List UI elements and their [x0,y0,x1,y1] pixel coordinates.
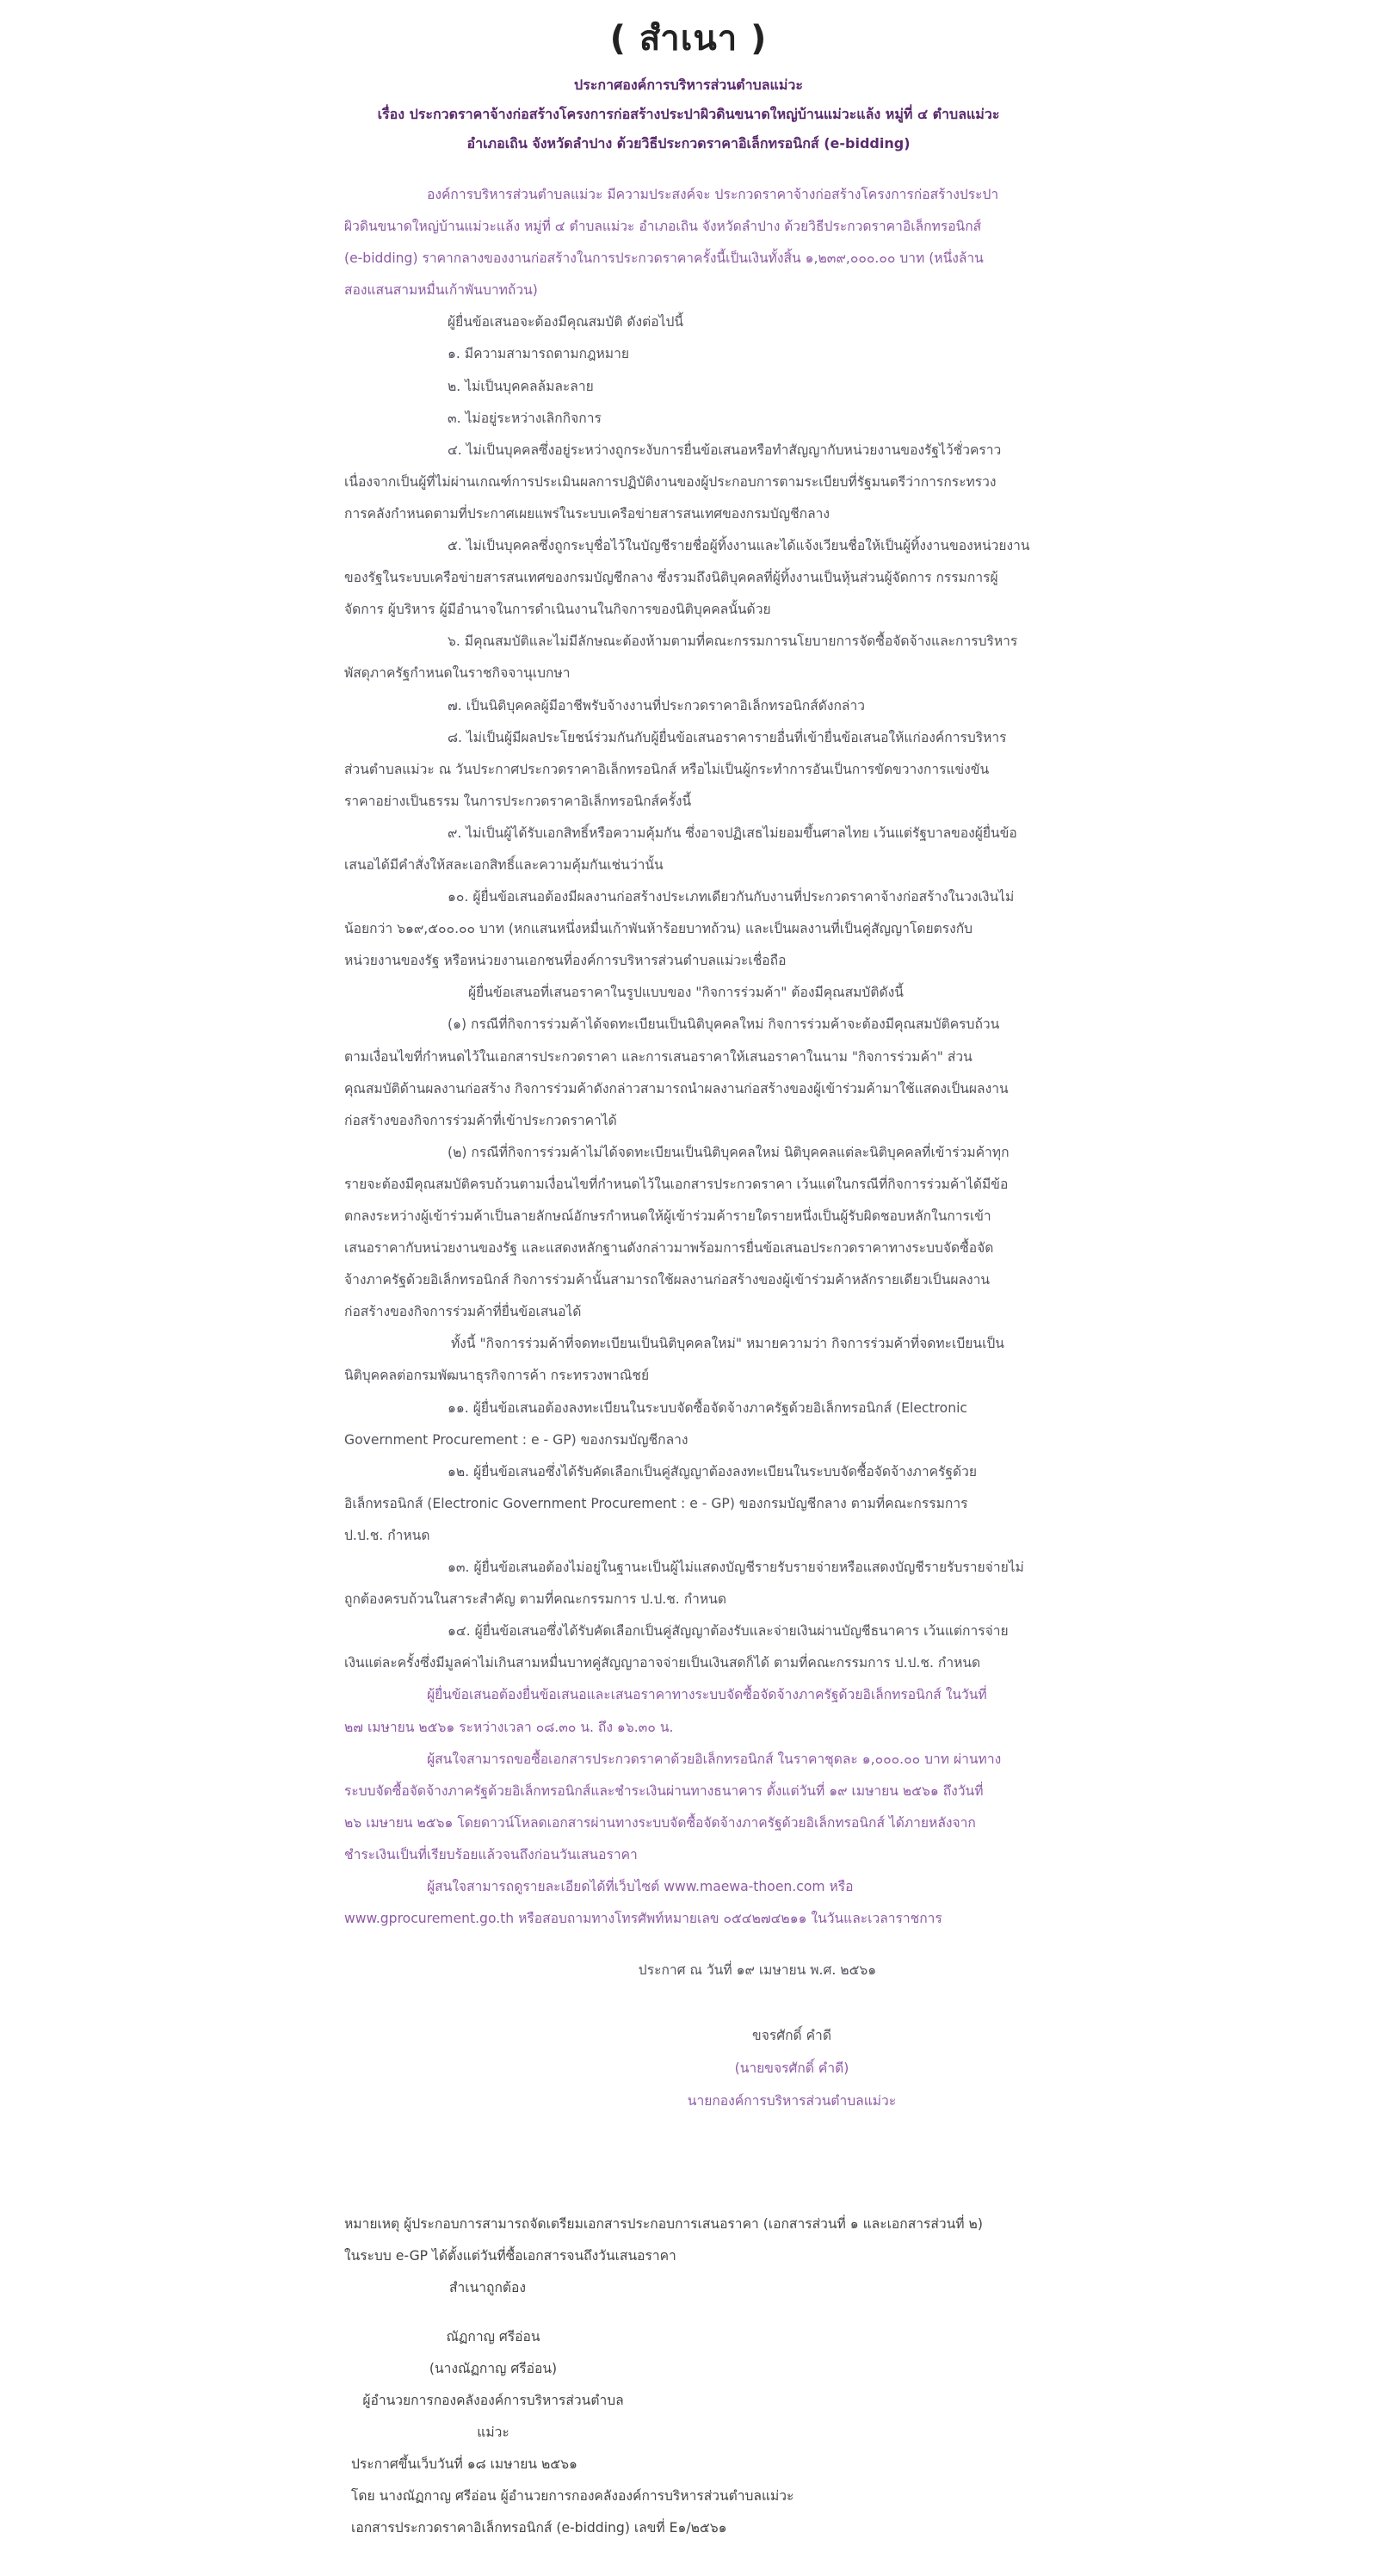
qualification-12: ๑๒. ผู้ยื่นข้อเสนอซึ่งได้รับคัดเลือกเป็นคู่สัญญาต้องลงทะเบียนในระบบจัดซื้อจัดจ้างภาครัฐด้วย อิเล็กทรอนิกส์ (Electronic Government Procurement : e - GP) ของกรมบัญชีกลาง ตามที่คณะกรรมการ ป.ป.ช. กำหนด [344,1463,978,1543]
header-line-1: ประกาศองค์การบริหารส่วนตำบลแม่วะ [574,77,803,93]
qualification-11: ๑๑. ผู้ยื่นข้อเสนอต้องลงทะเบียนในระบบจัดซื้อจัดจ้างภาครัฐด้วยอิเล็กทรอนิกส์ (Electronic Government Procurement : e - GP) ของกรมบัญชีกลาง [344,1399,968,1448]
qualification-3: ๓. ไม่อยู่ระหว่างเลิกกิจการ [448,410,602,426]
copy-title: ( สำเนา ) [609,19,768,59]
certifier-name: (นางณัฏกาญ ศรีอ่อน) [429,2361,558,2376]
joint-venture-header: ผู้ยื่นข้อเสนอที่เสนอราคาในรูปแบบของ "กิจการร่วมค้า" ต้องมีคุณสมบัติดังนี้ [468,985,904,1001]
header-line-2: เรื่อง ประกวดราคาจ้างก่อสร้างโครงการก่อสร้างประปาผิวดินขนาดใหญ่บ้านแม่วะแล้ง หมู่ที่ ๔ ตำบลแม่วะ [377,106,1000,122]
qualification-10: ๑๐. ผู้ยื่นข้อเสนอต้องมีผลงานก่อสร้างประเภทเดียวกันกับงานที่ประกวดราคาจ้างก่อสร้างในวงเงินไม่ น้อยกว่า ๖๑๙,๕๐๐.๐๐ บาท (หกแสนหนึ่งหมื่นเก้าพันห้าร้อยบาทถ้วน) และเป็นผลงานที่เป็นคู่สัญญาโดยตรงกับ หน่วยงานของรัฐ หรือหน่วยงานเอกชนที่องค์การบริหารส่วนตำบลแม่วะเชื่อถือ [344,889,1015,969]
certifier-signature: ณัฏกาญ ศรีอ่อน [446,2329,540,2344]
intro-paragraph: องค์การบริหารส่วนตำบลแม่วะ มีความประสงค์จะ ประกวดราคาจ้างก่อสร้างโครงการก่อสร้างประปา ผิวดินขนาดใหญ่บ้านแม่วะแล้ง หมู่ที่ ๔ ตำบลแม่วะ อำเภอเถิน จังหวัดลำปาง ด้วยวิธีประกวดราคาอิเล็กทรอนิกส์ (e-bidding) ราคากลางของงานก่อสร้างในการประกวดราคาครั้งนี้เป็นเงินทั้งสิ้น ๑,๒๓๙,๐๐๐.๐๐ บาท (หนึ่งล้าน สองแสนสามหมื่นเก้าพันบาทถ้วน) [344,187,999,299]
qualification-4: ๔. ไม่เป็นบุคคลซึ่งอยู่ระหว่างถูกระงับการยื่นข้อเสนอหรือทำสัญญากับหน่วยงานของรัฐไว้ชั่วคราว เนื่องจากเป็นผู้ที่ไม่ผ่านเกณฑ์การประเมินผลการปฏิบัติงานของผู้ประกอบการตามระเบียบที่รัฐมนตรีว่าการกระทรวง การคลังกำหนดตามที่ประกาศเผยแพร่ในระบบเครือข่ายสารสนเทศของกรมบัญชีกลาง [344,442,1002,522]
announcement-header [0,71,1377,158]
certifier-block [351,2321,635,2449]
qualification-9: ๙. ไม่เป็นผู้ได้รับเอกสิทธิ์หรือความคุ้มกัน ซึ่งอาจปฏิเสธไม่ยอมขึ้นศาลไทย เว้นแต่รัฐบาลของผู้ยื่นข้อ เสนอได้มีคำสั่งให้สละเอกสิทธิ์และความคุ้มกันเช่นว่านั้น [344,825,1017,873]
certifier-title-cont: แม่วะ [477,2425,509,2440]
remark-note: หมายเหตุ ผู้ประกอบการสามารถจัดเตรียมเอกสารประกอบการเสนอราคา (เอกสารส่วนที่ ๑ และเอกสารส่วนที่ ๒) ในระบบ e-GP ได้ตั้งแต่วันที่ซื้อเอกสารจนถึงวันเสนอราคา สำเนาถูกต้อง [344,2208,1033,2304]
qualification-2: ๒. ไม่เป็นบุคคลล้มละลาย [448,378,594,394]
joint-venture-note: ทั้งนี้ "กิจการร่วมค้าที่จดทะเบียนเป็นนิติบุคคลใหม่" หมายความว่า กิจการร่วมค้าที่จดทะเบียนเป็น นิติบุคคลต่อกรมพัฒนาธุรกิจการค้า กระทรวงพาณิชย์ [344,1336,1004,1384]
signer-title: นายกองค์การบริหารส่วนตำบลแม่วะ [687,2093,897,2109]
signer-block [0,2019,1377,2117]
certifier-title: ผู้อำนวยการกองคลังองค์การบริหารส่วนตำบล [362,2393,624,2408]
qualification-8: ๘. ไม่เป็นผู้มีผลประโยชน์ร่วมกันกับผู้ยื่นข้อเสนอราคารายอื่นที่เข้ายื่นข้อเสนอให้แก่องค์การบริหาร ส่วนตำบลแม่วะ ณ วันประกาศประกวดราคาอิเล็กทรอนิกส์ หรือไม่เป็นผู้กระทำการอันเป็นการขัดขวางการแข่งขัน ราคาอย่างเป็นธรรม ในการประกวดราคาอิเล็กทรอนิกส์ครั้งนี้ [344,729,1007,809]
document-purchase-paragraph: ผู้สนใจสามารถขอซื้อเอกสารประกวดราคาด้วยอิเล็กทรอนิกส์ ในราคาชุดละ ๑,๐๐๐.๐๐ บาท ผ่านทาง ระบบจัดซื้อจัดจ้างภาครัฐด้วยอิเล็กทรอนิกส์และชำระเงินผ่านทางธนาคาร ตั้งแต่วันที่ ๑๙ เมษายน ๒๕๖๑ ถึงวันที่ ๒๖ เมษายน ๒๕๖๑ โดยดาวน์โหลดเอกสารผ่านทางระบบจัดซื้อจัดจ้างภาครัฐด้วยอิเล็กทรอนิกส์ ได้ภายหลังจาก ชำระเงินเป็นที่เรียบร้อยแล้วจนถึงก่อนวันเสนอราคา [344,1751,1002,1863]
announce-date: ประกาศ ณ วันที่ ๑๙ เมษายน พ.ศ. ๒๕๖๑ [638,1962,877,1978]
qualification-header: ผู้ยื่นข้อเสนอจะต้องมีคุณสมบัติ ดังต่อไปนี้ [448,314,684,330]
qualification-5: ๕. ไม่เป็นบุคคลซึ่งถูกระบุชื่อไว้ในบัญชีรายชื่อผู้ทิ้งงานและได้แจ้งเวียนชื่อให้เป็นผู้ทิ้งงานของหน่วยงาน ของรัฐในระบบเครือข่ายสารสนเทศของกรมบัญชีกลาง ซึ่งรวมถึงนิติบุคคลที่ผู้ทิ้งงานเป็นหุ้นส่วนผู้จัดการ กรรมการผู้ จัดการ ผู้บริหาร ผู้มีอำนาจในการดำเนินงานในกิจการของนิติบุคคลนั้นด้วย [344,538,1030,618]
qualification-1: ๑. มีความสามารถตามกฎหมาย [448,346,629,362]
joint-venture-1: (๑) กรณีที่กิจการร่วมค้าได้จดทะเบียนเป็นนิติบุคคลใหม่ กิจการร่วมค้าจะต้องมีคุณสมบัติครบถ้วน ตามเงื่อนไขที่กำหนดไว้ในเอกสารประกวดราคา และการเสนอราคาให้เสนอราคาในนาม "กิจการร่วมค้า" ส่วน คุณสมบัติด้านผลงานก่อสร้าง กิจการร่วมค้าดังกล่าวสามารถนำผลงานก่อสร้างของผู้เข้าร่วมค้ามาใช้แสดงเป็นผลงาน ก่อสร้างของกิจการร่วมค้าที่เข้าประกวดราคาได้ [344,1016,1009,1128]
posting-footer: ประกาศขึ้นเว็บวันที่ ๑๘ เมษายน ๒๕๖๑ โดย นางณัฏกาญ ศรีอ่อน ผู้อำนวยการกองคลังองค์การบริหารส่วนตำบลแม่วะ เอกสารประกวดราคาอิเล็กทรอนิกส์ (e-bidding) เลขที่ E๑/๒๕๖๑ [351,2456,794,2536]
qualification-14: ๑๔. ผู้ยื่นข้อเสนอซึ่งได้รับคัดเลือกเป็นคู่สัญญาต้องรับและจ่ายเงินผ่านบัญชีธนาคาร เว้นแต่การจ่าย เงินแต่ละครั้งซึ่งมีมูลค่าไม่เกินสามหมื่นบาทคู่สัญญาอาจจ่ายเป็นเงินสดก็ได้ ตามที่คณะกรรมการ ป.ป.ช. กำหนด [344,1623,1009,1671]
qualification-13: ๑๓. ผู้ยื่นข้อเสนอต้องไม่อยู่ในฐานะเป็นผู้ไม่แสดงบัญชีรายรับรายจ่ายหรือแสดงบัญชีรายรับรายจ่ายไม่ ถูกต้องครบถ้วนในสาระสำคัญ ตามที่คณะกรรมการ ป.ป.ช. กำหนด [344,1560,1024,1608]
joint-venture-2: (๒) กรณีที่กิจการร่วมค้าไม่ได้จดทะเบียนเป็นนิติบุคคลใหม่ นิติบุคคลแต่ละนิติบุคคลที่เข้าร่วมค้าทุก รายจะต้องมีคุณสมบัติครบถ้วนตามเงื่อนไขที่กำหนดไว้ในเอกสารประกวดราคา เว้นแต่ในกรณีที่กิจการร่วมค้าได้มีข้อ ตกลงระหว่างผู้เข้าร่วมค้าเป็นลายลักษณ์อักษรกำหนดให้ผู้เข้าร่วมค้ารายใดรายหนึ่งเป็นผู้รับผิดชอบหลักในการเข้า เสนอราคากับหน่วยงานของรัฐ และแสดงหลักฐานดังกล่าวมาพร้อมการยื่นข้อเสนอประกวดราคาทางระบบจัดซื้อจัด จ้างภาครัฐด้วยอิเล็กทรอนิกส์ กิจการร่วมค้านั้นสามารถใช้ผลงานก่อสร้างของผู้เข้าร่วมค้าหลักรายเดียวเป็นผลงาน ก่อสร้างของกิจการร่วมค้าที่ยื่นข้อเสนอได้ [344,1144,1010,1320]
header-line-3: อำเภอเถิน จังหวัดลำปาง ด้วยวิธีประกวดราคาอิเล็กทรอนิกส์ (e-bidding) [466,135,911,151]
signer-name: (นายขจรศักดิ์ คำดี) [734,2060,849,2076]
qualification-7: ๗. เป็นนิติบุคคลผู้มีอาชีพรับจ้างงานที่ประกวดราคาอิเล็กทรอนิกส์ดังกล่าว [448,697,865,713]
certified-copy-label: สำเนาถูกต้อง [449,2280,527,2295]
contact-paragraph: ผู้สนใจสามารถดูรายละเอียดได้ที่เว็บไซต์ www.maewa-thoen.com หรือ www.gprocurement.go.th หรือสอบถามทางโทรศัพท์หมายเลข ๐๕๔๒๗๔๒๑๑ ในวันและเวลาราชการ [344,1878,942,1927]
qualification-6: ๖. มีคุณสมบัติและไม่มีลักษณะต้องห้ามตามที่คณะกรรมการนโยบายการจัดซื้อจัดจ้างและการบริหาร พัสดุภาครัฐกำหนดในราชกิจจานุเบกษา [344,633,1018,682]
bid-date-paragraph: ผู้ยื่นข้อเสนอต้องยื่นข้อเสนอและเสนอราคาทางระบบจัดซื้อจัดจ้างภาครัฐด้วยอิเล็กทรอนิกส์ ในวันที่ ๒๗ เมษายน ๒๕๖๑ ระหว่างเวลา ๐๘.๓๐ น. ถึง ๑๖.๓๐ น. [344,1687,987,1735]
announcement-body [344,179,1033,1935]
signer-signature: ขจรศักดิ์ คำดี [752,2028,831,2043]
